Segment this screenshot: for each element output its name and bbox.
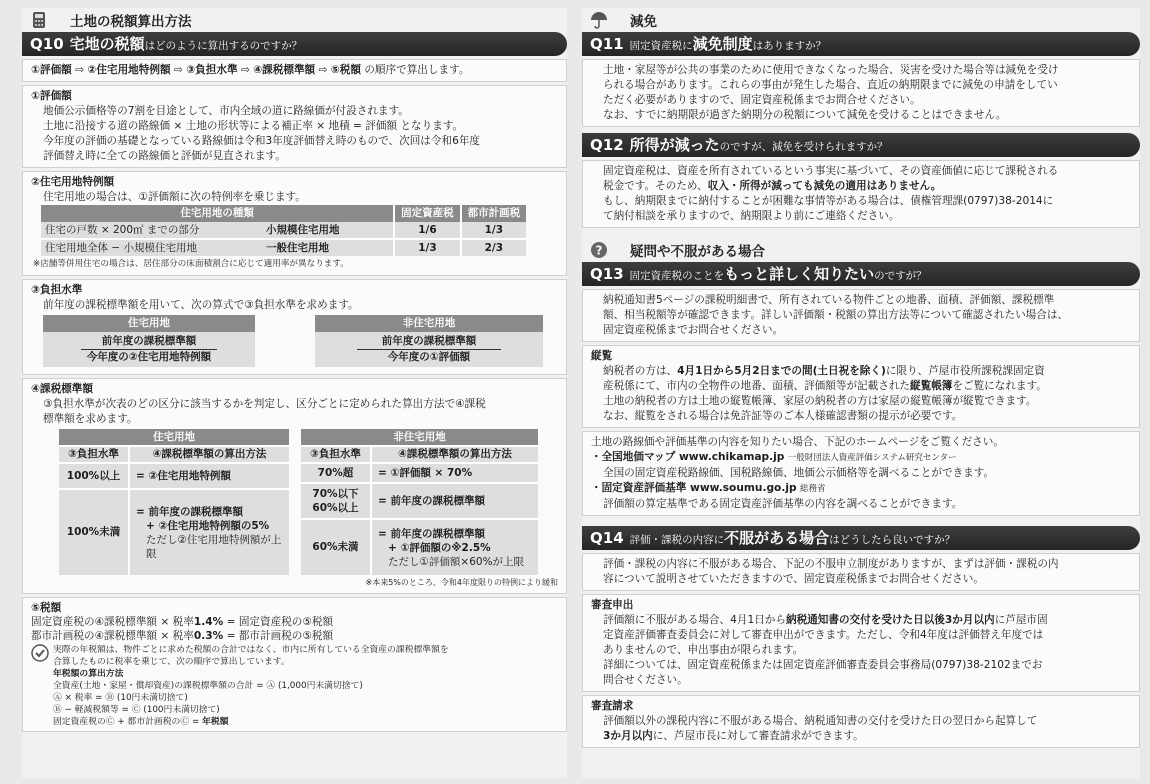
q12-answer	[582, 160, 1140, 228]
question-number: Q14	[590, 529, 624, 547]
text: に限り、芦屋市役所課税課固定資	[885, 365, 1045, 377]
text-line: 70%以下	[312, 488, 359, 500]
appeal-box	[582, 695, 1140, 748]
section-tax-amount	[22, 597, 567, 732]
table-row	[59, 489, 289, 575]
text-line: て納付相談を承りますので、納期限より前にご連絡ください。	[603, 210, 900, 222]
table-cell: 70%超	[301, 463, 371, 483]
text-line: + ①評価額の※2.5%	[388, 541, 491, 554]
question-number: Q10	[30, 35, 64, 53]
question-title: もっと詳しく知りたい	[724, 265, 875, 283]
subsection-title: 審査申出	[591, 599, 634, 611]
text: 産税係にて、市内の全物件の地番、面積、評価額等が記載された	[603, 380, 911, 392]
subsection-title: 審査請求	[591, 700, 634, 712]
table-cell: 一般住宅用地	[266, 239, 394, 256]
text-bold: 3か月以内	[603, 730, 653, 742]
formula-header: 非住宅用地	[315, 315, 543, 332]
table-cell: 100%未満	[59, 489, 129, 575]
formula-residential	[43, 315, 255, 367]
website-box	[582, 431, 1140, 516]
q14-header	[582, 526, 1140, 550]
subsection-title: ①評価額	[31, 90, 72, 102]
tax-rate: 1.4%	[193, 616, 224, 628]
q13-header	[582, 262, 1140, 286]
org-name: 一般財団法人資産評価システム研究センター	[787, 453, 957, 463]
q11-answer	[582, 59, 1140, 127]
question-title: 宅地の税額	[69, 35, 145, 53]
umbrella-icon	[590, 11, 608, 29]
table-residential	[59, 429, 289, 575]
question-title-pre: 評価・課税の内容に	[629, 534, 725, 546]
formula-header: 住宅用地	[43, 315, 255, 332]
question-title-rest: はありますか？	[752, 40, 827, 52]
text-line: 前年度の課税標準額を用いて、次の算式で③負担水準を求めます。	[43, 299, 359, 311]
text-line: 詳細については、固定資産税係または固定資産評価審査委員会事務局(0797)38-2102までお	[603, 659, 1043, 671]
flow-step: ④課税標準額	[253, 64, 316, 76]
text-line: ありませんので、申出事由が限られます。	[603, 644, 804, 656]
calc-step: 全資産(土地・家屋・償却資産)の課税標準額の合計 = Ⓐ (1,000円未満切捨て)	[53, 681, 363, 691]
table-row	[301, 519, 538, 575]
text-line: 固定資産税係までお問合せください。	[603, 324, 784, 336]
section-header-questions	[582, 238, 1140, 262]
table-cell: 小規模住宅用地	[266, 222, 394, 239]
text-line: 住宅用地の場合は、①評価額に次の特例率を乗じます。	[43, 191, 306, 203]
table-row	[301, 483, 538, 519]
text: = 固定資産税の⑤税額	[226, 616, 334, 628]
flow-suffix: の順序で算出します。	[364, 64, 470, 76]
inspection-box	[582, 345, 1140, 428]
check-circle-icon	[31, 644, 49, 662]
table-row	[41, 222, 526, 239]
section-title: 疑問や不服がある場合	[630, 244, 765, 260]
calc-title: 年税額の算出方法	[53, 669, 124, 679]
text-line: 評価額の算定基準である固定資産評価基準の内容を調べることができます。	[603, 498, 963, 510]
svg-text:?: ?	[595, 243, 603, 258]
question-title-pre: 固定資産税に	[629, 40, 693, 52]
annual-tax: 年税額	[202, 717, 229, 727]
flow-step: ①評価額	[31, 64, 72, 76]
section-title: 土地の税額算出方法	[70, 14, 192, 30]
text-bold: 収入・所得が減っても減免の適用はありません。	[707, 180, 942, 192]
table-cell: 2/3	[461, 239, 526, 256]
calculation-flow	[22, 59, 567, 82]
table-cell: 100%以上	[59, 463, 129, 489]
text-line: 土地・家屋等が公共の事業のために使用できなくなった場合、災害を受けた場合等は減免を受け	[603, 64, 1059, 76]
text: 固定資産税の④課税標準額 × 税率	[31, 616, 194, 628]
text: 都市計画税の④課税標準額 × 税率	[31, 630, 194, 642]
text: に、芦屋市長に対して審査請求ができます。	[652, 730, 864, 742]
table-header: 住宅用地の種類	[41, 205, 394, 222]
table-header: ④課税標準額の算出方法	[129, 446, 289, 463]
calculator-icon	[30, 11, 48, 29]
section-taxable-standard	[22, 378, 567, 594]
text-line: 土地の路線価や評価基準の内容を知りたい場合、下記のホームページをご覧ください。	[591, 436, 1004, 448]
table-cell: 住宅の戸数 × 200㎡ までの部分	[41, 222, 266, 239]
table-cell: 60%未満	[301, 519, 371, 575]
text-line: = 前年度の課税標準額	[378, 527, 485, 540]
numerator: 前年度の課税標準額	[81, 334, 217, 350]
text-line: 評価・課税の内容に不服がある場合、下記の不服申立制度がありますが、まずは評価・課税の内	[603, 558, 1059, 570]
text-bold: 縦覧帳簿	[910, 380, 953, 392]
section-burden-level	[22, 279, 567, 375]
question-title-rest: はどのように算出するのですか？	[144, 40, 303, 52]
chikamap-link[interactable]: ・全国地価マップ www.chikamap.jp	[591, 451, 785, 463]
text-line: 納税通知書5ページの課税明細書で、所有されている物件ごとの地番、面積、評価額、課税標準	[603, 294, 1055, 306]
table-header: ③負担水準	[301, 446, 371, 463]
section-title: 減免	[630, 14, 657, 30]
review-request-box	[582, 594, 1140, 692]
org-name: 総務省	[799, 484, 826, 494]
subsection-title: ⑤税額	[31, 602, 62, 614]
section-header-reduction	[582, 8, 1140, 32]
formula-nonresidential	[315, 315, 543, 367]
text-line: られる場合があります。これらの事由が発生した場合、直近の納期限までに減免の申請をしてい	[603, 79, 1058, 91]
table-cell: 住宅用地全体 − 小規模住宅用地	[41, 239, 266, 256]
text: をご覧になれます。	[952, 380, 1047, 392]
text-bold: 納税通知書の交付を受けた日以後3か月以内	[785, 614, 995, 626]
text-line: 固定資産税は、資産を所有されているという事実に基づいて、その資産価値に応じて課税される	[603, 165, 1059, 177]
calc-step: 固定資産税のⒸ + 都市計画税のⒸ =	[53, 717, 200, 727]
text-line: 土地の納税者の方は土地の縦覧帳簿、家屋の納税者の方は家屋の縦覧帳簿が縦覧できます。	[603, 395, 1037, 407]
question-icon	[590, 241, 608, 259]
flow-step: ②住宅用地特例額	[87, 64, 171, 76]
arrow-icon: ⇨	[318, 64, 328, 76]
table-header: ③負担水準	[59, 446, 129, 463]
tax-rate: 0.3%	[193, 630, 224, 642]
text-line: 額、相当税額等が確認できます。詳しい評価額・税額の算出方法等について確認されたい場合は、	[603, 309, 1069, 321]
note: ※店舗等併用住宅の場合は、居住部分の床面積割合に応じて適用率が異なります。	[33, 259, 349, 269]
table-header: 非住宅用地	[301, 429, 538, 446]
subsection-title: 縦覧	[591, 350, 613, 362]
text-line: 定資産評価審査委員会に対して審査申出ができます。ただし、令和4年度は評価替え年度では	[603, 629, 1044, 641]
text: 税金です。そのため、	[603, 180, 708, 192]
text-line: もし、納期限までに納付することが困難な事情等がある場合は、債権管理課(0797)38-2014に	[603, 195, 1054, 207]
q11-header	[582, 32, 1140, 56]
text: 評価額に不服がある場合、4月1日から	[603, 614, 786, 626]
text-bold: 4月1日から5月2日までの間(土日祝を除く)	[677, 365, 886, 377]
text-line: ③負担水準が次表のどの区分に該当するかを判定し、区分ごとに定められた算出方法で④課税	[43, 398, 486, 410]
question-title: 所得が減った	[629, 136, 720, 154]
note: ※本来5%のところ、令和4年度限りの特例により緩和	[365, 578, 558, 587]
question-number: Q11	[590, 35, 624, 53]
q14-answer	[582, 553, 1140, 591]
subsection-title: ④課税標準額	[31, 383, 93, 395]
section-header-land-tax	[22, 8, 567, 32]
question-title-rest: のですが？	[874, 270, 927, 282]
flow-step: ③負担水準	[186, 64, 238, 76]
text-line: = 前年度の課税標準額	[136, 505, 243, 518]
table-cell: 1/6	[394, 222, 461, 239]
text-line: ただく必要がありますので、固定資産税係までお問合せください。	[603, 94, 921, 106]
denominator: 今年度の②住宅用地特例額	[86, 351, 212, 363]
text-line: なお、すでに納期限が過ぎた納期分の税額について減免を受けることはできません。	[603, 109, 1007, 121]
q10-header	[22, 32, 567, 56]
question-title: 減免制度	[692, 35, 753, 53]
text-line: ただし②住宅用地特例額が上限	[146, 533, 282, 560]
arrow-icon: ⇨	[173, 64, 183, 76]
text-line: なお、縦覧をされる場合は免許証等のご本人様確認書類の提示が必要です。	[603, 410, 963, 422]
text: に芦屋市固	[994, 614, 1048, 626]
table-cell: = ②住宅用地特例額	[129, 463, 289, 489]
text-line: 土地に沿接する道の路線価 × 土地の形状等による補正率 × 地積 = 評価額 となります。	[43, 120, 464, 132]
special-rate-table	[41, 205, 526, 256]
text-line: 全国の固定資産税路線価、国税路線価、地価公示価格等を調べることができます。	[603, 467, 995, 479]
text-line: 容について説明させていただきますので、固定資産税係までお問合せください。	[603, 573, 984, 585]
text-line: 問合せください。	[603, 674, 688, 686]
calc-step: Ⓐ × 税率 = Ⓑ (10円未満切捨て)	[53, 693, 188, 703]
text-line: 標準額を求めます。	[43, 413, 138, 425]
denominator: 今年度の①評価額	[387, 351, 471, 363]
text-line: ただし①評価額×60%が上限	[388, 555, 525, 568]
arrow-icon: ⇨	[240, 64, 250, 76]
right-column	[582, 8, 1140, 778]
question-number: Q12	[590, 136, 624, 154]
table-nonresidential	[301, 429, 538, 575]
numerator: 前年度の課税標準額	[357, 334, 501, 350]
text: 納税者の方は、	[603, 365, 678, 377]
question-title-rest: のですが、減免を受けられますか？	[719, 141, 888, 153]
soumu-link[interactable]: ・固定資産評価基準 www.soumu.go.jp	[591, 482, 797, 494]
table-header: 固定資産税	[394, 205, 461, 222]
text-line: 合算したものに税率を乗じて、次の順序で算出しています。	[53, 657, 290, 667]
table-row	[41, 239, 526, 256]
q13-answer	[582, 289, 1140, 342]
left-column	[22, 8, 567, 778]
table-header: 都市計画税	[461, 205, 526, 222]
subsection-title: ②住宅用地特例額	[31, 176, 115, 188]
text-line: 今年度の評価の基礎となっている路線価は令和3年度評価替え時のもので、次回は令和6年度	[43, 135, 481, 147]
question-number: Q13	[590, 265, 624, 283]
calc-step: Ⓑ − 軽減税額等 = Ⓒ (100円未満切捨て)	[53, 705, 220, 715]
table-cell: 1/3	[461, 222, 526, 239]
text-line: 60%以上	[312, 502, 359, 514]
text-line: 評価替え時に全ての路線価と評価が見直されます。	[43, 150, 286, 162]
table-row	[59, 463, 289, 489]
text-line: + ②住宅用地特例額の5%	[146, 519, 270, 532]
table-header: ④課税標準額の算出方法	[371, 446, 538, 463]
question-title-rest: はどうしたら良いですか？	[829, 534, 956, 546]
question-title-pre: 固定資産税のことを	[629, 270, 725, 282]
flow-step: ⑤税額	[330, 64, 361, 76]
table-cell: = ①評価額 × 70%	[371, 463, 538, 483]
text-line: 評価額以外の課税内容に不服がある場合、納税通知書の交付を受けた日の翌日から起算して	[603, 715, 1038, 727]
table-row	[301, 463, 538, 483]
text-line: 地価公示価格等の7割を目途として、市内全域の道に路線価が付設されます。	[43, 105, 409, 117]
section-valuation	[22, 85, 567, 168]
text: = 都市計画税の⑤税額	[226, 630, 334, 642]
table-cell: = 前年度の課税標準額	[371, 483, 538, 519]
table-cell: 1/3	[394, 239, 461, 256]
question-title: 不服がある場合	[724, 529, 830, 547]
text-line: 実際の年税額は、物件ごとに求めた税額の合計ではなく、市内に所有している全資産の課税標準額を	[53, 645, 449, 655]
subsection-title: ③負担水準	[31, 284, 83, 296]
q12-header	[582, 133, 1140, 157]
section-residential-special	[22, 171, 567, 276]
table-header: 住宅用地	[59, 429, 289, 446]
arrow-icon: ⇨	[75, 64, 85, 76]
